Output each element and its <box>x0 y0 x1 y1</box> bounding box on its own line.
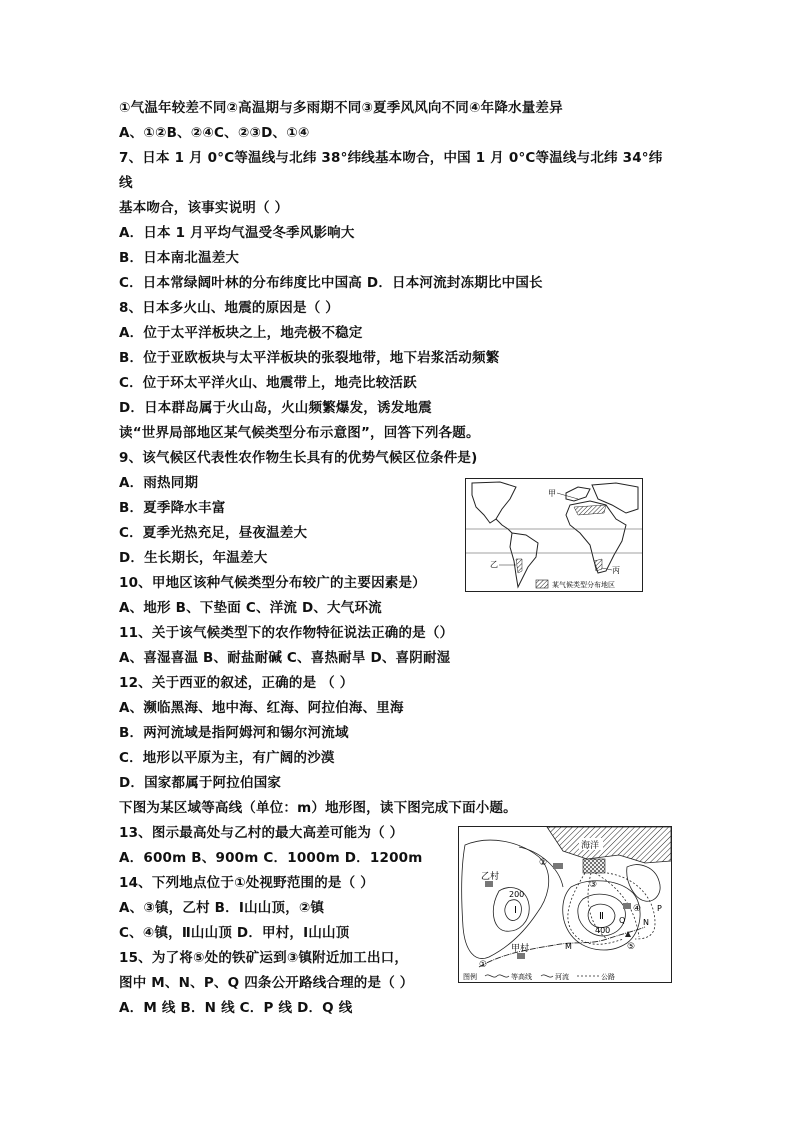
site-1-label: ① <box>479 960 488 970</box>
climate-distribution-map <box>465 478 643 592</box>
text-line: A．位于太平洋板块之上，地壳极不稳定 <box>119 325 363 341</box>
village-yi-label: 乙村 <box>481 872 500 882</box>
contour-map <box>458 826 672 983</box>
text-line: C．位于环太平洋火山、地震带上，地壳比较活跃 <box>119 375 417 391</box>
route-q-label: Q <box>619 916 626 925</box>
text-line: 图中 M、N、P、Q 四条公开路线合理的是（ ） <box>119 975 414 991</box>
settlement-town-2 <box>553 863 563 869</box>
text-line: 13、图示最高处与乙村的最大高差可能为（ ） <box>119 825 404 841</box>
legend-label: 某气候类型分布地区 <box>552 581 615 589</box>
text-line: 8、日本多火山、地震的原因是（ ） <box>119 300 339 316</box>
contour-400-label: 400 <box>595 926 611 935</box>
text-line: A．雨热同期 <box>119 475 199 491</box>
text-line: C．地形以平原为主，有广阔的沙漠 <box>119 750 335 766</box>
south-america-outline <box>510 533 538 587</box>
site-5-label: ⑤ <box>627 942 636 952</box>
climate-region-southwest-africa <box>594 559 602 571</box>
legend-river-label: 河流 <box>555 973 569 981</box>
site-3-label: ③ <box>589 880 598 890</box>
text-line: 11、关于该气候类型下的农作物特征说法正确的是（） <box>119 625 454 641</box>
text-line: B．位于亚欧板块与太平洋板块的张裂地带，地下岩浆活动频繁 <box>119 350 500 366</box>
text-line: D．生长期长，年温差大 <box>119 550 268 566</box>
sea-area <box>547 827 671 863</box>
legend-river-swatch <box>541 975 553 977</box>
mountain-1-label: I <box>514 905 517 916</box>
text-line: 9、该气候区代表性农作物生长具有的优势气候区位条件是) <box>119 450 478 466</box>
text-line: D．国家都属于阿拉伯国家 <box>119 775 282 791</box>
legend-contour-swatch <box>485 975 509 977</box>
north-america-outline <box>472 482 516 523</box>
text-line: C．夏季光热充足，昼夜温差大 <box>119 525 308 541</box>
text-line: 7、日本 1 月 0°C等温线与北纬 38°纬线基本吻合，中国 1 月 0°C等温线与北纬 34°纬 <box>119 150 663 166</box>
text-line: D．日本群岛属于火山岛，火山频繁爆发，诱发地震 <box>119 400 432 416</box>
text-line: 读“世界局部地区某气候类型分布示意图”，回答下列各题。 <box>119 425 480 441</box>
text-line: A．M 线 B．N 线 C．P 线 D．Q 线 <box>119 1000 353 1016</box>
leader-line <box>557 493 578 499</box>
port-block <box>583 859 605 873</box>
legend-swatch <box>536 580 548 588</box>
climate-region-south-america <box>516 559 522 573</box>
text-line: 15、为了将⑤处的铁矿运到③镇附近加工出口， <box>119 950 409 966</box>
settlement-town-4 <box>623 903 631 909</box>
route-m-label: M <box>565 942 572 951</box>
central-america-outline <box>496 519 512 533</box>
legend-road-label: 公路 <box>601 973 615 981</box>
text-line: B．日本南北温差大 <box>119 250 240 266</box>
label-bing: 丙 <box>612 566 620 575</box>
mountain-2-label: Ⅱ <box>599 911 604 922</box>
contour-line <box>462 840 549 958</box>
text-line: A、③镇，乙村 B．I山山顶，②镇 <box>119 900 325 916</box>
text-line: A、喜湿喜温 B、耐盐耐碱 C、喜热耐旱 D、喜阴耐湿 <box>119 650 451 666</box>
text-line: B．夏季降水丰富 <box>119 500 226 516</box>
text-line: B．两河流域是指阿姆河和锡尔河流域 <box>119 725 349 741</box>
label-yi: 乙 <box>490 560 498 569</box>
contour-line <box>627 865 660 902</box>
route-n-label: N <box>643 918 649 927</box>
text-line: A、地形 B、下垫面 C、洋流 D、大气环流 <box>119 600 382 616</box>
text-line: C、④镇，Ⅱ山山顶 D．甲村，I山山顶 <box>119 925 350 941</box>
text-line: A、①②B、②④C、②③D、①④ <box>119 125 310 141</box>
climate-region-north-africa <box>574 505 606 515</box>
text-line: 14、下列地点位于①处视野范围的是（ ） <box>119 875 374 891</box>
site-2-label: ② <box>539 858 548 868</box>
text-line: A．600m B、900m C．1000m D．1200m <box>119 850 423 866</box>
text-line: 10、甲地区该种气候类型分布较广的主要因素是） <box>119 575 426 591</box>
label-jia: 甲 <box>548 489 556 498</box>
text-line: C．日本常绿阔叶林的分布纬度比中国高 D．日本河流封冻期比中国长 <box>119 275 543 291</box>
text-line: 线 <box>119 175 133 191</box>
legend-contour-label: 等高线 <box>511 973 532 981</box>
route-p-label: P <box>657 904 662 913</box>
text-line: ①气温年较差不同②高温期与多雨期不同③夏季风风向不同④年降水量差异 <box>119 100 563 116</box>
site-4-label: ④ <box>633 904 642 914</box>
legend-title: 图例 <box>463 973 477 981</box>
sea-label: 海洋 <box>581 841 600 851</box>
text-line: 基本吻合，该事实说明（ ） <box>119 200 289 216</box>
text-line: 下图为某区域等高线（单位：m）地形图，读下图完成下面小题。 <box>119 800 517 816</box>
text-line: A、濒临黑海、地中海、红海、阿拉伯海、里海 <box>119 700 404 716</box>
contour-200-label: 200 <box>509 890 525 899</box>
text-line: A．日本 1 月平均气温受冬季风影响大 <box>119 225 355 241</box>
village-jia-label: 甲村 <box>511 944 530 954</box>
text-line: 12、关于西亚的叙述，正确的是 （ ） <box>119 675 354 691</box>
